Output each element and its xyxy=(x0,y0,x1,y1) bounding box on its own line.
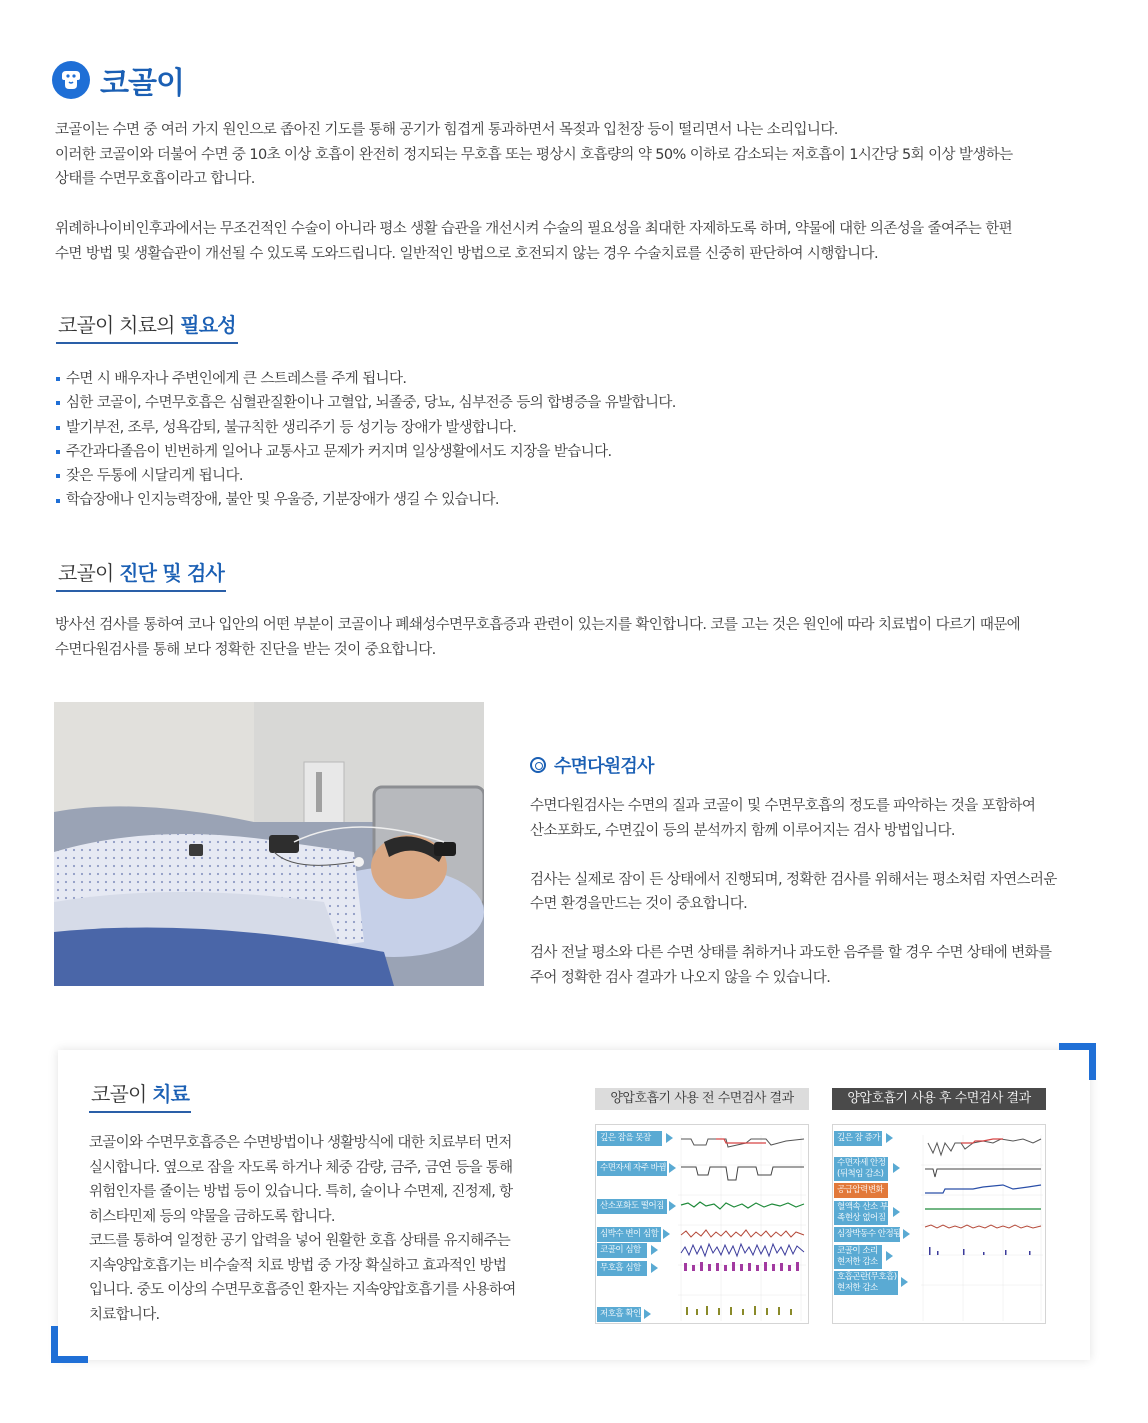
arrow-right-icon xyxy=(663,1229,670,1239)
after-chart-traces xyxy=(833,1125,1047,1325)
result-tag: 무호흡 심함 xyxy=(597,1261,647,1276)
result-tag: 심박수 변이 심함 xyxy=(597,1227,661,1242)
before-psg-chart xyxy=(595,1124,809,1324)
arrow-right-icon xyxy=(886,1251,893,1261)
diagnosis-line: 수면다원검사를 통해 보다 정확한 진단을 받는 것이 중요합니다. xyxy=(55,641,436,658)
result-tag: 심장박동수 안정됨 xyxy=(834,1227,900,1242)
necessity-list xyxy=(56,367,676,513)
psg-line: 주어 정확한 검사 결과가 나오지 않을 수 있습니다. xyxy=(530,969,831,986)
psg-title: 수면다원검사 xyxy=(554,756,654,777)
psg-line: 수면 환경을만드는 것이 중요합니다. xyxy=(530,896,748,912)
result-tag: 수면자세 안정 (뒤척임 감소) xyxy=(834,1157,888,1181)
bullet-icon xyxy=(56,499,60,503)
treatment-heading xyxy=(91,1078,189,1113)
psg-title-row xyxy=(530,752,1110,778)
treatment-line: 위험인자를 줄이는 방법 등이 있습니다. 특히, 술이나 수면제, 진정제, 항 xyxy=(89,1184,513,1200)
arrow-right-icon xyxy=(893,1207,900,1217)
list-item-text: 발기부전, 조루, 성욕감퇴, 불규칙한 생리주기 등 성기능 장애가 발생합니다. xyxy=(66,419,517,436)
list-item-text: 학습장애나 인지능력장애, 불안 및 우울증, 기분장애가 생길 수 있습니다. xyxy=(66,492,499,509)
treatment-line: 실시합니다. 옆으로 잠을 자도록 하거나 체중 감량, 금주, 금연 등을 통해 xyxy=(89,1159,513,1176)
list-item xyxy=(56,440,676,464)
list-item xyxy=(56,464,676,488)
psg-line: 산소포화도, 수면깊이 등의 분석까지 함께 이루어지는 검사 방법입니다. xyxy=(530,822,955,839)
treatment-line: 입니다. 중도 이상의 수면무호흡증인 환자는 지속양압호흡기를 사용하여 xyxy=(89,1282,516,1298)
treatment-line: 코드를 통하여 일정한 공기 압력을 넣어 원활한 호흡 상태를 유지해주는 xyxy=(89,1233,511,1249)
after-psg-chart xyxy=(832,1124,1046,1324)
treatment-paragraph xyxy=(89,1131,516,1327)
list-item xyxy=(56,391,676,415)
heading-highlight: 필요성 xyxy=(180,313,236,337)
heading-prefix: 코골이 xyxy=(91,1082,153,1106)
diagnosis-paragraph xyxy=(55,613,1105,662)
arrow-right-icon xyxy=(669,1201,676,1211)
corner-decoration xyxy=(1059,1043,1096,1080)
treatment-line: 코골이와 수면무호흡증은 수면방법이나 생활방식에 대한 치료부터 먼저 xyxy=(89,1135,512,1151)
treatment-line: 히스타민제 등의 약물을 금하도록 합니다. xyxy=(89,1208,335,1225)
result-tag: 저호흡 확인 xyxy=(597,1307,641,1322)
psg-body xyxy=(530,794,1110,990)
intro-line: 이러한 코골이와 더불어 수면 중 10초 이상 호흡이 완전히 정지되는 무호흡 또는 평상시 호흡량의 약 50% 이하로 감소되는 저호흡이 1시간당 5회 이상 발생하는 xyxy=(55,146,1013,163)
bullet-icon xyxy=(56,377,60,381)
result-tag: 수면자세 자주 바뀜 xyxy=(597,1161,667,1176)
psg-line: 검사 전날 평소와 다른 수면 상태를 취하거나 과도한 음주를 할 경우 수면 상태에 변화를 xyxy=(530,945,1052,961)
result-tag: 공급압력변화 xyxy=(834,1183,888,1198)
diagnosis-heading xyxy=(58,557,224,592)
psg-line: 수면다원검사는 수면의 질과 코골이 및 수면무호흡의 정도를 파악하는 것을 포함하여 xyxy=(530,798,1036,814)
intro-line: 코골이는 수면 중 여러 가지 원인으로 좁아진 기도를 통해 공기가 힘겹게 통과하면서 목젖과 입천장 등이 떨리면서 나는 소리입니다. xyxy=(55,122,838,138)
result-tag: 산소포화도 떨어짐 xyxy=(597,1199,667,1214)
list-item-text: 잦은 두통에 시달리게 됩니다. xyxy=(66,468,243,485)
list-item xyxy=(56,416,676,440)
diagnosis-line: 방사선 검사를 통하여 코나 입안의 어떤 부분이 코골이나 폐쇄성수면무호흡증과 관련이 있는지를 확인합니다. 코를 고는 것은 원인에 따라 치료법이 다르기 때문에 xyxy=(55,617,1021,633)
result-tag: 코골이 소리 현저한 감소 xyxy=(834,1245,882,1269)
arrow-right-icon xyxy=(893,1163,900,1173)
intro-paragraph-2 xyxy=(55,217,1105,266)
corner-decoration xyxy=(51,1326,88,1363)
before-chart-traces xyxy=(596,1125,810,1325)
heading-prefix: 코골이 치료의 xyxy=(58,313,181,337)
list-item xyxy=(56,488,676,512)
intro-line: 위례하나이비인후과에서는 무조건적인 수술이 아니라 평소 생활 습관을 개선시켜 수술의 필요성을 최대한 자제하도록 하며, 약물에 대한 의존성을 줄여주는 한편 xyxy=(55,221,1013,237)
list-item-text: 수면 시 배우자나 주변인에게 큰 스트레스를 주게 됩니다. xyxy=(66,371,407,387)
arrow-right-icon xyxy=(666,1133,673,1143)
double-circle-icon xyxy=(530,757,546,773)
list-item-text: 심한 코골이, 수면무호흡은 심혈관질환이나 고혈압, 뇌졸중, 당뇨, 심부전증 등의 합병증을 유발합니다. xyxy=(66,395,676,412)
page-title-row xyxy=(52,58,184,102)
result-tag: 코골이 심함 xyxy=(597,1243,647,1258)
bullet-icon xyxy=(56,474,60,478)
result-tag: 호흡곤란(무호흡) 현저한 감소 xyxy=(834,1271,898,1295)
psg-section xyxy=(530,752,1110,990)
treatment-line: 치료합니다. xyxy=(89,1306,160,1323)
sleep-test-patient-photo xyxy=(54,702,484,986)
arrow-right-icon xyxy=(651,1263,658,1273)
arrow-right-icon xyxy=(901,1277,908,1287)
heading-prefix: 코골이 xyxy=(58,561,120,585)
intro-line: 상태를 수면무호흡이라고 합니다. xyxy=(55,171,255,187)
arrow-right-icon xyxy=(669,1163,676,1173)
page-title: 코골이 xyxy=(100,66,184,101)
result-tag: 혈액속 산소 부족현상 없어짐 xyxy=(834,1201,888,1225)
bullet-icon xyxy=(56,426,60,430)
treatment-line: 지속양압호흡기는 비수술적 치료 방법 중 가장 확실하고 효과적인 방법 xyxy=(89,1257,507,1274)
after-result-label: 양압호흡기 사용 후 수면검사 결과 xyxy=(832,1088,1046,1110)
psg-line: 검사는 실제로 잠이 든 상태에서 진행되며, 정확한 검사를 위해서는 평소처럼 자연스러운 xyxy=(530,871,1057,888)
necessity-heading xyxy=(58,309,236,344)
intro-paragraph-1 xyxy=(55,118,1105,192)
arrow-right-icon xyxy=(903,1229,910,1239)
arrow-right-icon xyxy=(644,1309,651,1319)
bullet-icon xyxy=(56,401,60,405)
arrow-right-icon xyxy=(886,1133,893,1143)
heading-highlight: 진단 및 검사 xyxy=(119,561,225,585)
list-item-text: 주간과다졸음이 빈번하게 일어나 교통사고 문제가 커지며 일상생활에서도 지장을 받습니다. xyxy=(66,443,612,460)
heading-highlight: 치료 xyxy=(152,1082,190,1106)
result-tag: 깊은 잠 증가 xyxy=(834,1131,882,1146)
arrow-right-icon xyxy=(651,1245,658,1255)
intro-line: 수면 방법 및 생활습관이 개선될 수 있도록 도와드립니다. 일반적인 방법으로 호전되지 않는 경우 수술치료를 신중히 판단하여 시행합니다. xyxy=(55,245,878,262)
result-tag: 깊은 잠을 못잠 xyxy=(597,1131,662,1146)
list-item xyxy=(56,367,676,391)
before-result-label: 양압호흡기 사용 전 수면검사 결과 xyxy=(595,1088,809,1110)
bullet-icon xyxy=(56,450,60,454)
snoring-face-icon xyxy=(52,61,90,99)
